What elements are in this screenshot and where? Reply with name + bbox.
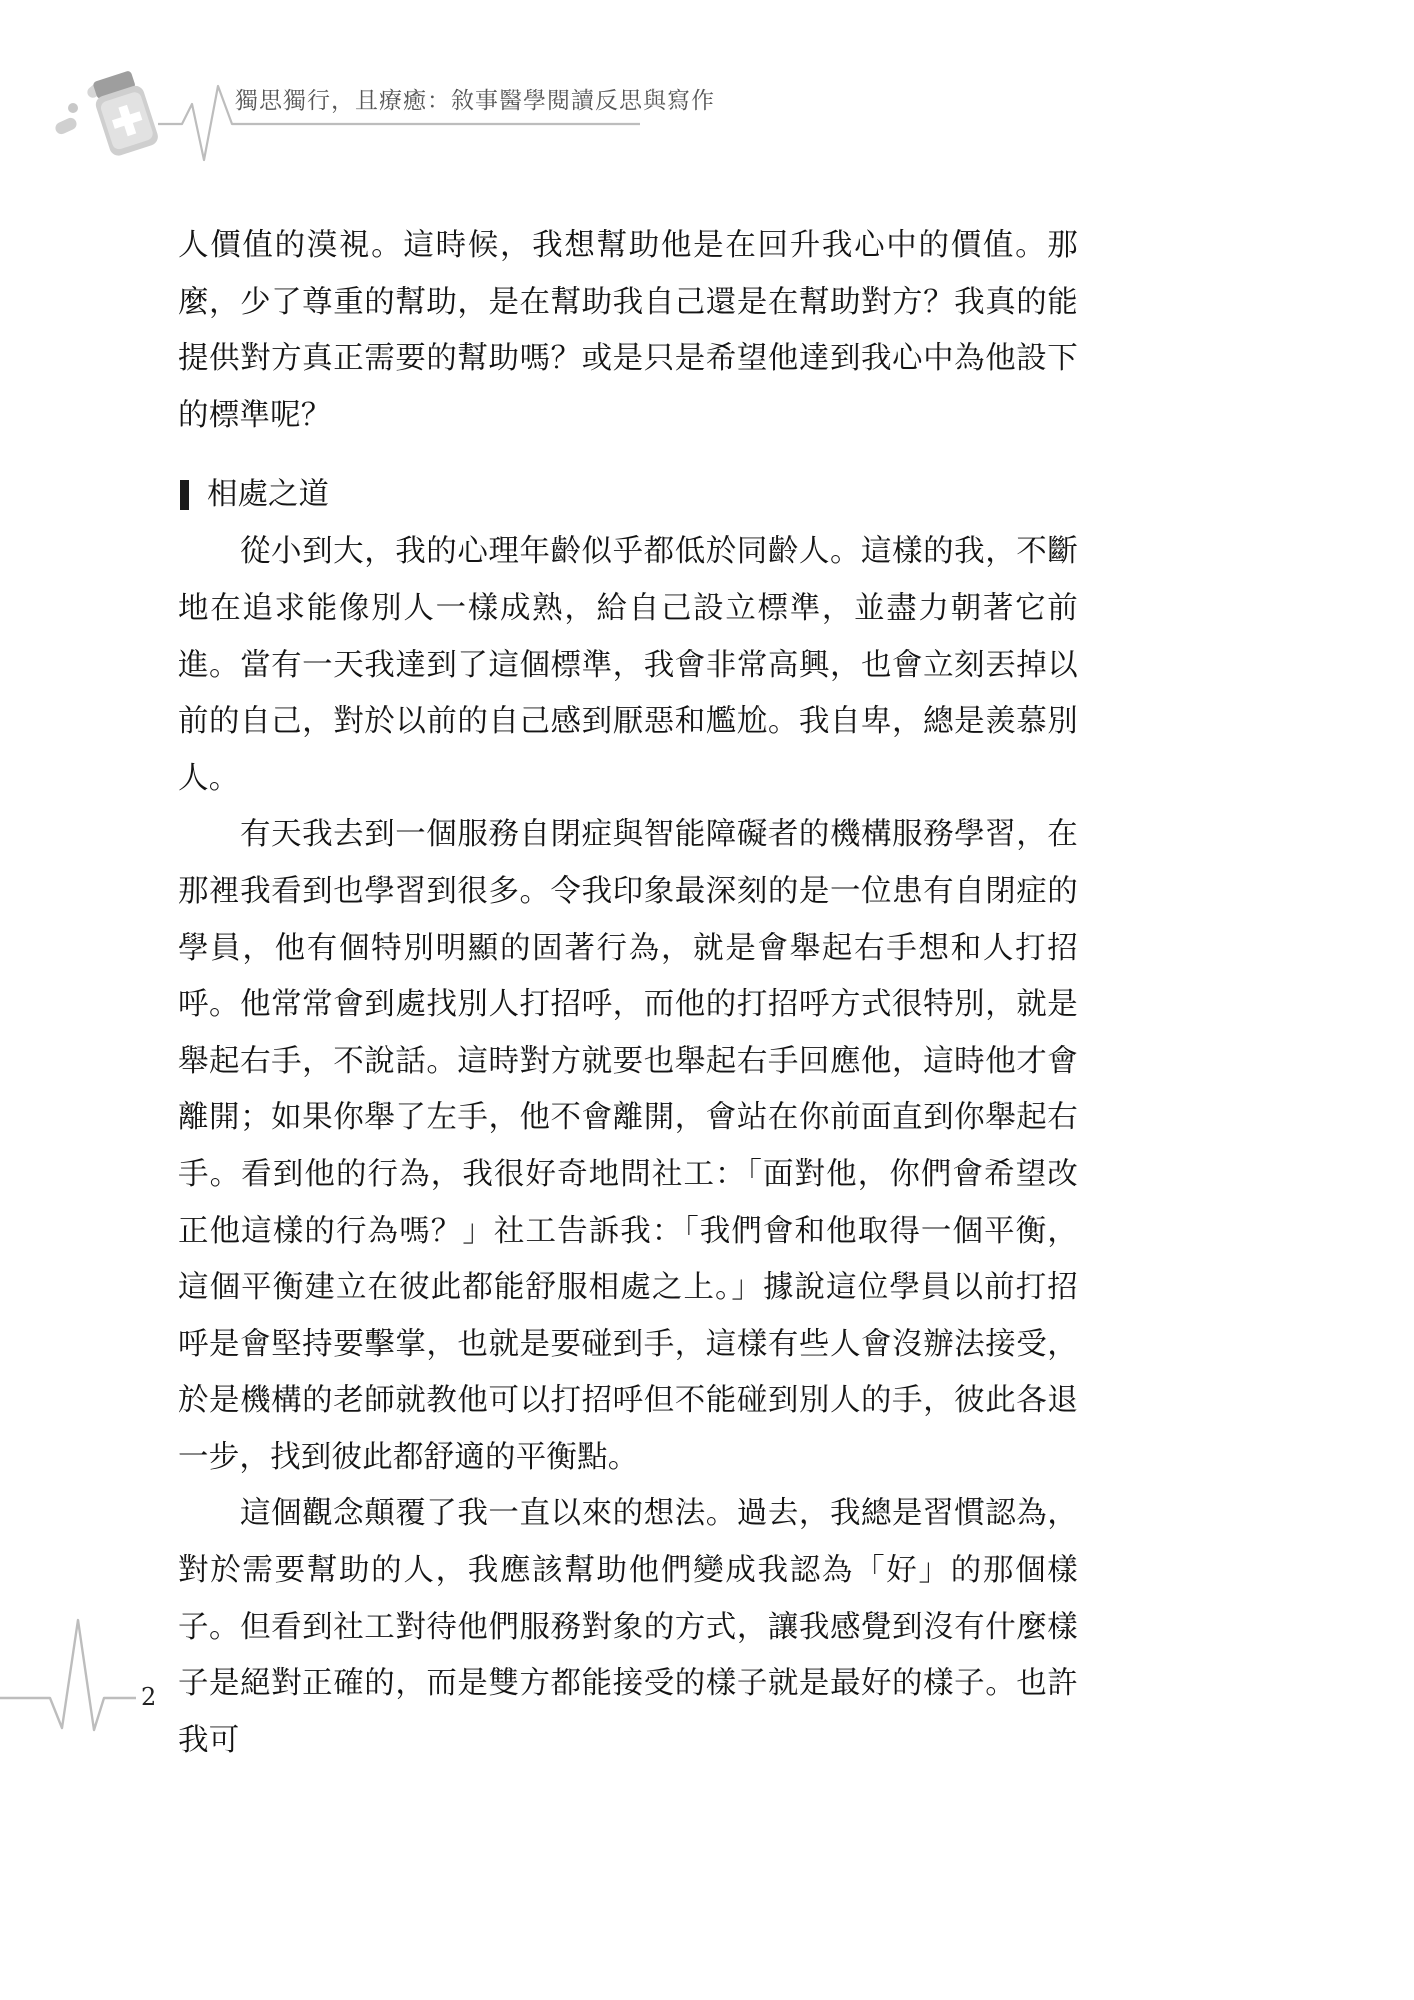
paragraph: 這個觀念顛覆了我一直以來的想法。過去，我總是習慣認為，對於需要幫助的人，我應該幫助他們變成我認為「好」的那個樣子。但看到社工對待他們服務對象的方式，讓我感覺到沒有什麼樣子是絕對正確的，而是雙方都能接受的樣子就是最好的樣子。也許我可: [178, 1496, 1078, 1758]
heading-bar-icon: [180, 480, 189, 510]
running-header-title: 獨思獨行，且療癒：敘事醫學閱讀反思與寫作: [235, 88, 715, 114]
section-heading-text: 相處之道: [207, 477, 329, 513]
footer-decoration: [0, 1600, 180, 1750]
paragraph: 從小到大，我的心理年齡似乎都低於同齡人。這樣的我，不斷地在追求能像別人一樣成熟，給自己設立標準，並盡力朝著它前進。當有一天我達到了這個標準，我會非常高興，也會立刻丟掉以前的自己，對於以前的自己感到厭惡和尷尬。我自卑，總是羨慕別人。: [178, 534, 1078, 796]
section-heading: [178, 444, 1078, 524]
heartbeat-line-icon: [0, 1620, 136, 1730]
page-number: 2: [141, 1683, 157, 1711]
page-header: [0, 0, 1414, 180]
paragraph: 有天我去到一個服務自閉症與智能障礙者的機構服務學習，在那裡我看到也學習到很多。令我印象最深刻的是一位患有自閉症的學員，他有個特別明顯的固著行為，就是會舉起右手想和人打招呼。他常常會到處找別人打招呼，而他的打招呼方式很特別，就是舉起右手，不說話。這時對方就要也舉起右手回應他，這時他才會離開；如果你舉了左手，他不會離開，會站在你前面直到你舉起右手。看到他的行為，我很好奇地問社工：「面對他，你們會希望改正他這樣的行為嗎？」社工告訴我：「我們會和他取得一個平衡，這個平衡建立在彼此都能舒服相處之上。」據說這位學員以前打招呼是會堅持要擊掌，也就是要碰到手，這樣有些人會沒辦法接受，於是機構的老師就教他可以打招呼但不能碰到別人的手，彼此各退一步，找到彼此都舒適的平衡點。: [178, 817, 1078, 1475]
body-text: [178, 218, 1078, 1769]
paragraph: 人價值的漠視。這時候，我想幫助他是在回升我心中的價值。那麼，少了尊重的幫助，是在幫助我自己還是在幫助對方？我真的能提供對方真正需要的幫助嗎？或是只是希望他達到我心中為他設下的標準呢？: [178, 228, 1078, 433]
medicine-bottle-icon: [89, 68, 161, 158]
